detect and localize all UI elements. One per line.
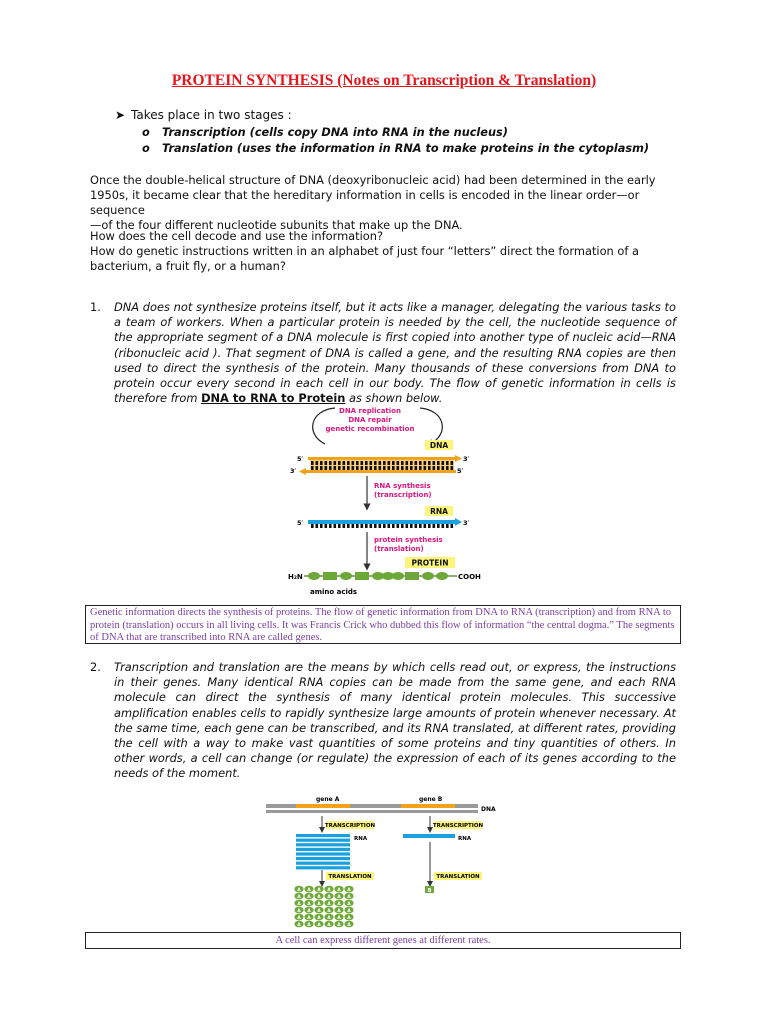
rna-base bbox=[343, 524, 346, 528]
stages-intro bbox=[115, 106, 649, 124]
protein-a-letter: A bbox=[337, 894, 341, 900]
dna-base bbox=[392, 461, 395, 465]
dna-base bbox=[334, 466, 337, 470]
dna-base bbox=[424, 461, 427, 465]
dna-base bbox=[433, 466, 436, 470]
paragraph-line: —of the four different nucleotide subunits that make up the DNA. bbox=[90, 218, 463, 232]
transcription-label: TRANSCRIPTION bbox=[324, 823, 376, 829]
rna-base bbox=[451, 524, 454, 528]
dna-base bbox=[347, 466, 350, 470]
dna-base bbox=[415, 466, 418, 470]
three-prime-label: 3′ bbox=[463, 455, 470, 463]
dna-base bbox=[329, 461, 332, 465]
rna-label: RNA bbox=[458, 836, 472, 842]
protein-a-letter: A bbox=[347, 887, 351, 893]
dna-base bbox=[410, 461, 413, 465]
step-label: (translation) bbox=[374, 545, 424, 553]
rna-base bbox=[397, 524, 400, 528]
dna-base bbox=[316, 466, 319, 470]
rna-copy-a bbox=[296, 852, 350, 855]
amino-acid-bead bbox=[308, 572, 320, 580]
five-prime-label: 5′ bbox=[457, 467, 464, 475]
rna-base bbox=[401, 524, 404, 528]
stage-bullet: o bbox=[142, 125, 150, 139]
dna-base bbox=[352, 461, 355, 465]
dna-top-strand bbox=[308, 457, 455, 460]
protein-a-letter: A bbox=[317, 922, 321, 928]
intro-paragraph bbox=[90, 173, 680, 233]
dna-base bbox=[374, 466, 377, 470]
protein-a-letter: A bbox=[307, 908, 311, 914]
rna-copy-a bbox=[296, 848, 350, 851]
dna-base bbox=[325, 461, 328, 465]
rna-backbone bbox=[308, 520, 455, 524]
replication-loop bbox=[313, 407, 443, 444]
protein-copy-b bbox=[425, 886, 434, 894]
n-terminus-label: H₂N bbox=[288, 573, 303, 581]
rna-base bbox=[320, 524, 323, 528]
protein-a-letter: A bbox=[347, 908, 351, 914]
dna-base bbox=[365, 466, 368, 470]
rna-base bbox=[374, 524, 377, 528]
dna-bottom-arrowhead bbox=[299, 468, 306, 475]
page-title: PROTEIN SYNTHESIS (Notes on Transcription & Translation) bbox=[171, 72, 597, 89]
five-prime-label: 5′ bbox=[297, 519, 304, 527]
gene-a-segment bbox=[296, 804, 350, 808]
protein-a-letter: A bbox=[327, 908, 331, 914]
protein-a-letter: A bbox=[327, 894, 331, 900]
protein-a-letter: A bbox=[317, 887, 321, 893]
dna-base bbox=[406, 466, 409, 470]
protein-b-letter: B bbox=[427, 888, 432, 894]
point-text: Transcription and translation are the means by which cells read out, or express, the instructions in their genes. Many identical RNA copies can be made from the same gene, and each RNA molecule can direct the synthesis of many identical protein molecules. This successive amplification enables cells to rapidly synthesize large amounts of protein whenever necessary. At the same time, each gene can be transcribed, and its RNA translated, at different rates, providing the cell with a way to make vast quantities of some proteins and tiny quantities of others. In other words, a cell can change (or regulate) the expression of each of its genes according to the needs of the moment. bbox=[114, 660, 676, 781]
stage-item bbox=[142, 140, 649, 156]
protein-chain bbox=[304, 572, 457, 580]
dna-base bbox=[446, 461, 449, 465]
dna-base bbox=[415, 461, 418, 465]
rna-base bbox=[334, 524, 337, 528]
question-line: How do genetic instructions written in an alphabet of just four “letters” direct the formation of a bbox=[90, 244, 639, 258]
protein-a-letter: A bbox=[297, 887, 301, 893]
translation-label: TRANSLATION bbox=[328, 874, 372, 880]
rna-copy-a bbox=[296, 862, 350, 865]
loop-label: DNA replication bbox=[339, 407, 401, 415]
step-label: (transcription) bbox=[374, 491, 432, 499]
protein-a-letter: A bbox=[297, 915, 301, 921]
point-number: 1. bbox=[90, 300, 101, 314]
rna-strand bbox=[308, 518, 462, 528]
dna-base bbox=[334, 461, 337, 465]
loop-label: genetic recombination bbox=[325, 425, 415, 433]
rna-copy-b bbox=[403, 834, 455, 838]
dna-base bbox=[311, 466, 314, 470]
rna-base bbox=[361, 524, 364, 528]
protein-a-letter: A bbox=[307, 915, 311, 921]
three-prime-label: 3′ bbox=[290, 467, 297, 475]
dna-base bbox=[316, 461, 319, 465]
dna-backbone-fill bbox=[310, 460, 454, 470]
loop-label: DNA repair bbox=[348, 416, 392, 424]
dna-base bbox=[374, 461, 377, 465]
protein-a-letter: A bbox=[297, 908, 301, 914]
rna-base bbox=[329, 524, 332, 528]
dna-base bbox=[397, 466, 400, 470]
dna-base bbox=[383, 466, 386, 470]
rna-base bbox=[446, 524, 449, 528]
stage-item bbox=[142, 124, 649, 140]
protein-a-letter: A bbox=[337, 922, 341, 928]
dna-base bbox=[370, 466, 373, 470]
stages-intro-text: Takes place in two stages : bbox=[131, 108, 292, 122]
dna-base bbox=[320, 466, 323, 470]
dna-base bbox=[347, 461, 350, 465]
amino-acid-bead bbox=[405, 572, 419, 580]
dna-base bbox=[370, 461, 373, 465]
dna-double-strand bbox=[299, 455, 462, 475]
dna-base bbox=[433, 461, 436, 465]
rna-base bbox=[428, 524, 431, 528]
rna-base bbox=[406, 524, 409, 528]
numbered-point-1 bbox=[90, 300, 676, 406]
amino-acid-bead bbox=[340, 572, 352, 580]
dna-bottom-strand bbox=[306, 470, 456, 473]
rna-base bbox=[383, 524, 386, 528]
dna-base bbox=[338, 461, 341, 465]
protein-a-letter: A bbox=[317, 901, 321, 907]
dna-base bbox=[320, 461, 323, 465]
arrow-bullet-icon: ➤ bbox=[115, 108, 126, 122]
gene-expression-figure bbox=[262, 794, 502, 930]
amino-acid-bead bbox=[422, 572, 434, 580]
stage-item-text: Transcription (cells copy DNA into RNA in the nucleus) bbox=[162, 125, 508, 139]
protein-a-letter: A bbox=[337, 887, 341, 893]
paragraph-line: Once the double-helical structure of DNA (deoxyribonucleic acid) had been determined in the early bbox=[90, 173, 656, 187]
protein-a-letter: A bbox=[317, 894, 321, 900]
dna-base bbox=[311, 461, 314, 465]
rna-base bbox=[392, 524, 395, 528]
five-prime-label: 5′ bbox=[297, 455, 304, 463]
protein-a-letter: A bbox=[307, 901, 311, 907]
protein-copies-a bbox=[294, 886, 353, 928]
dna-base bbox=[325, 466, 328, 470]
numbered-point-2 bbox=[90, 660, 676, 782]
dna-base bbox=[451, 466, 454, 470]
rna-copy-a bbox=[296, 866, 350, 869]
dna-base bbox=[397, 461, 400, 465]
dna-base bbox=[388, 466, 391, 470]
protein-a-letter: A bbox=[347, 894, 351, 900]
rna-base bbox=[410, 524, 413, 528]
dna-base bbox=[379, 461, 382, 465]
protein-a-letter: A bbox=[337, 915, 341, 921]
dna-base bbox=[343, 461, 346, 465]
protein-a-letter: A bbox=[347, 915, 351, 921]
rna-base bbox=[365, 524, 368, 528]
dna-base bbox=[356, 461, 359, 465]
amino-acid-bead bbox=[323, 572, 337, 580]
dna-base bbox=[428, 461, 431, 465]
dna-base bbox=[356, 466, 359, 470]
rna-base bbox=[437, 524, 440, 528]
dna-base bbox=[361, 461, 364, 465]
protein-a-letter: A bbox=[307, 922, 311, 928]
rna-base bbox=[419, 524, 422, 528]
rna-copy-a bbox=[296, 839, 350, 842]
dna-base bbox=[329, 466, 332, 470]
rna-base bbox=[424, 524, 427, 528]
amino-acid-beads bbox=[308, 572, 448, 580]
gene-b-label: gene B bbox=[419, 796, 443, 803]
point-number: 2. bbox=[90, 660, 101, 674]
dna-base bbox=[406, 461, 409, 465]
loop-right-arc bbox=[420, 408, 442, 444]
rna-label: RNA bbox=[354, 836, 368, 842]
translation-label: TRANSLATION bbox=[436, 874, 480, 880]
dna-base bbox=[352, 466, 355, 470]
dna-base bbox=[401, 466, 404, 470]
stages-list bbox=[115, 106, 649, 156]
rna-base bbox=[415, 524, 418, 528]
rna-base bbox=[379, 524, 382, 528]
questions-paragraph bbox=[90, 229, 680, 274]
dna-base bbox=[442, 466, 445, 470]
dna-base bbox=[442, 461, 445, 465]
rna-base bbox=[347, 524, 350, 528]
figure1-caption: Genetic information directs the synthesis of proteins. The flow of genetic information from DNA to RNA (transcription) and from RNA to protein (translation) occurs in all living cells. It was Francis Crick who dubbed this flow of information “the central dogma.” The segments of DNA that are transcribed into RNA are called genes. bbox=[85, 605, 681, 644]
dna-band bbox=[266, 804, 478, 813]
protein-a-letter: A bbox=[317, 915, 321, 921]
rna-copy-a bbox=[296, 843, 350, 846]
dna-base bbox=[419, 461, 422, 465]
dna-base bbox=[361, 466, 364, 470]
gene-b-segment bbox=[401, 804, 455, 808]
protein-a-letter: A bbox=[327, 915, 331, 921]
dna-base bbox=[451, 461, 454, 465]
protein-a-letter: A bbox=[297, 922, 301, 928]
three-prime-label: 3′ bbox=[463, 519, 470, 527]
question-line: bacterium, a fruit fly, or a human? bbox=[90, 259, 286, 273]
rna-tag: RNA bbox=[430, 507, 448, 516]
amino-acid-bead bbox=[392, 572, 404, 580]
dna-base bbox=[338, 466, 341, 470]
question-line: How does the cell decode and use the information? bbox=[90, 229, 384, 243]
dna-tag: DNA bbox=[429, 441, 449, 450]
point-tail: as shown below. bbox=[349, 391, 443, 406]
rna-base bbox=[370, 524, 373, 528]
rna-base bbox=[316, 524, 319, 528]
dna-base bbox=[419, 466, 422, 470]
protein-a-letter: A bbox=[347, 901, 351, 907]
dna-base bbox=[437, 466, 440, 470]
dna-base bbox=[446, 466, 449, 470]
stage-item-text: Translation (uses the information in RNA to make proteins in the cytoplasm) bbox=[162, 141, 650, 155]
protein-a-letter: A bbox=[337, 908, 341, 914]
rna-arrowhead bbox=[455, 518, 462, 526]
c-terminus-label: COOH bbox=[458, 573, 481, 581]
rna-copy-a bbox=[296, 857, 350, 860]
figure2-caption: A cell can express different genes at different rates. bbox=[85, 932, 681, 949]
dna-band-bottom bbox=[266, 810, 478, 813]
dna-base bbox=[392, 466, 395, 470]
stage-bullet: o bbox=[142, 141, 150, 155]
dna-base bbox=[410, 466, 413, 470]
protein-a-letter: A bbox=[297, 901, 301, 907]
dna-base bbox=[383, 461, 386, 465]
dna-base bbox=[401, 461, 404, 465]
protein-tag: PROTEIN bbox=[411, 558, 449, 568]
rna-base bbox=[442, 524, 445, 528]
protein-a-letter: A bbox=[337, 901, 341, 907]
amino-acid-bead bbox=[355, 572, 369, 580]
amino-acids-label: amino acids bbox=[310, 588, 358, 596]
rna-copy-a bbox=[296, 834, 350, 837]
protein-a-letter: A bbox=[297, 894, 301, 900]
protein-a-letter: A bbox=[317, 908, 321, 914]
protein-a-letter: A bbox=[307, 887, 311, 893]
central-dogma-figure bbox=[280, 404, 490, 600]
amino-acid-bead bbox=[436, 572, 448, 580]
rna-base bbox=[338, 524, 341, 528]
dna-base bbox=[365, 461, 368, 465]
rna-copies-a bbox=[296, 834, 350, 869]
dna-tag: DNA bbox=[481, 806, 496, 813]
dna-base bbox=[424, 466, 427, 470]
dna-rna-protein-link: DNA to RNA to Protein bbox=[201, 391, 346, 406]
dna-base bbox=[379, 466, 382, 470]
protein-a-letter: A bbox=[347, 922, 351, 928]
rna-base bbox=[352, 524, 355, 528]
protein-a-letter: A bbox=[307, 894, 311, 900]
rna-base bbox=[311, 524, 314, 528]
rna-base bbox=[433, 524, 436, 528]
transcription-label: TRANSCRIPTION bbox=[432, 823, 484, 829]
dna-base bbox=[388, 461, 391, 465]
step-label: RNA synthesis bbox=[374, 482, 431, 490]
step-label: protein synthesis bbox=[374, 536, 443, 544]
dna-base bbox=[437, 461, 440, 465]
rna-base bbox=[356, 524, 359, 528]
protein-a-letter: A bbox=[327, 922, 331, 928]
dna-base bbox=[428, 466, 431, 470]
dna-top-arrowhead bbox=[455, 455, 462, 462]
gene-a-label: gene A bbox=[316, 796, 340, 803]
protein-a-letter: A bbox=[327, 887, 331, 893]
rna-base bbox=[325, 524, 328, 528]
rna-bases bbox=[311, 524, 453, 528]
rna-base bbox=[388, 524, 391, 528]
dna-base bbox=[343, 466, 346, 470]
point-text: DNA does not synthesize proteins itself, but it acts like a manager, delegating the various tasks to a team of workers. When a particular protein is needed by the cell, the nucleotide sequence of the appropriate segment of a DNA molecule is first copied into another type of nucleic acid—RNA (ribonucleic acid ). That segment of DNA is called a gene, and the resulting RNA copies are then used to direct the synthesis of the protein. Many thousands of these conversions from DNA to protein occur every second in each cell in our body. The flow of genetic information in cells is therefore from bbox=[114, 300, 676, 406]
protein-a-letter: A bbox=[327, 901, 331, 907]
paragraph-line: 1950s, it became clear that the hereditary information in cells is encoded in the linear order—or sequence bbox=[90, 188, 640, 217]
